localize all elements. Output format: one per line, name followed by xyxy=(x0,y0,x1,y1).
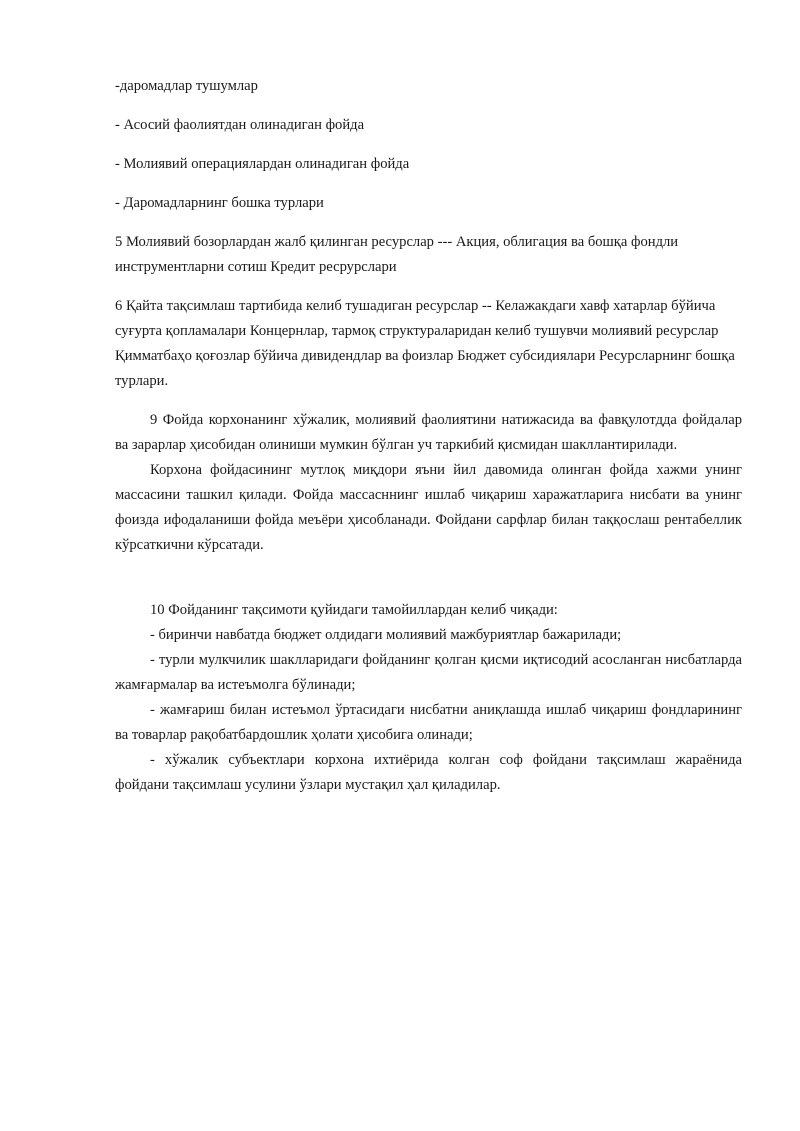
section-10-item: - турли мулкчилик шаклларидаги фойданинг қолган қисми иқтисодий асосланган нисбатларда жамғармалар ва истеъмолга бўлинади; xyxy=(115,652,742,693)
section-9-paragraph-2: Корхона фойдасининг мутлоқ миқдори яъни йил давомида олинган фойда хажми унинг массасини ташкил қилади. Фойда массасннинг ишлаб чиқариш харажатларига нисбати ва унинг фоизда ифодаланиши фойда меъёри ҳисобланади. Фойдани сарфлар билан таққослаш рентабеллик кўрсаткични кўрсатади. xyxy=(115,462,742,553)
section-10-item: - биринчи навбатда бюджет олдидаги молиявий мажбуриятлар бажарилади; xyxy=(150,627,622,643)
section-10-intro: 10 Фойданинг тақсимоти қуйидаги тамойиллардан келиб чиқади: xyxy=(150,602,558,618)
section-10-item: - хўжалик субъектлари корхона ихтиёрида колган соф фойдани тақсимлаш жараёнида фойдани тақсимлаш усулини ўзлари мустақил ҳал қиладилар. xyxy=(115,752,742,793)
income-item-main-activity: - Асосий фаолиятдан олинадиган фойда xyxy=(115,117,365,133)
section-5-paragraph: 5 Молиявий бозорлардан жалб қилинган ресурслар --- Акция, облигация ва бошқа фондли инструментларни сотиш Кредит ресрурслари xyxy=(115,234,679,275)
section-6-paragraph: 6 Қайта тақсимлаш тартибида келиб тушадиган ресурслар -- Келажакдаги хавф хатарлар бўйича суғурта қопламалари Концернлар, тармоқ структураларидан келиб тушувчи молиявий ресурслар Қимматбаҳо қоғозлар бўйича дивидендлар ва фоизлар Бюджет субсидиялари Ресурсларнинг бошқа турлари. xyxy=(115,298,735,389)
income-header: -даромадлар тушумлар xyxy=(115,78,258,94)
income-item-financial-operations: - Молиявий операциялардан олинадиган фойда xyxy=(115,156,410,172)
section-9-paragraph-1: 9 Фойда корхонанинг хўжалик, молиявий фаолиятини натижасида ва фавқулотдда фойдалар ва зарарлар ҳисобидан олиниши мумкин бўлган уч таркибий қисмидан шакллантирилади. xyxy=(115,412,742,453)
section-10-item: - жамғариш билан истеъмол ўртасидаги нисбатни аниқлашда ишлаб чиқариш фондларининг ва товарлар рақобатбардошлик ҳолати ҳисобига олинади; xyxy=(115,702,742,743)
document-page xyxy=(115,74,742,798)
income-item-other: - Даромадларнинг бошка турлари xyxy=(115,195,324,211)
